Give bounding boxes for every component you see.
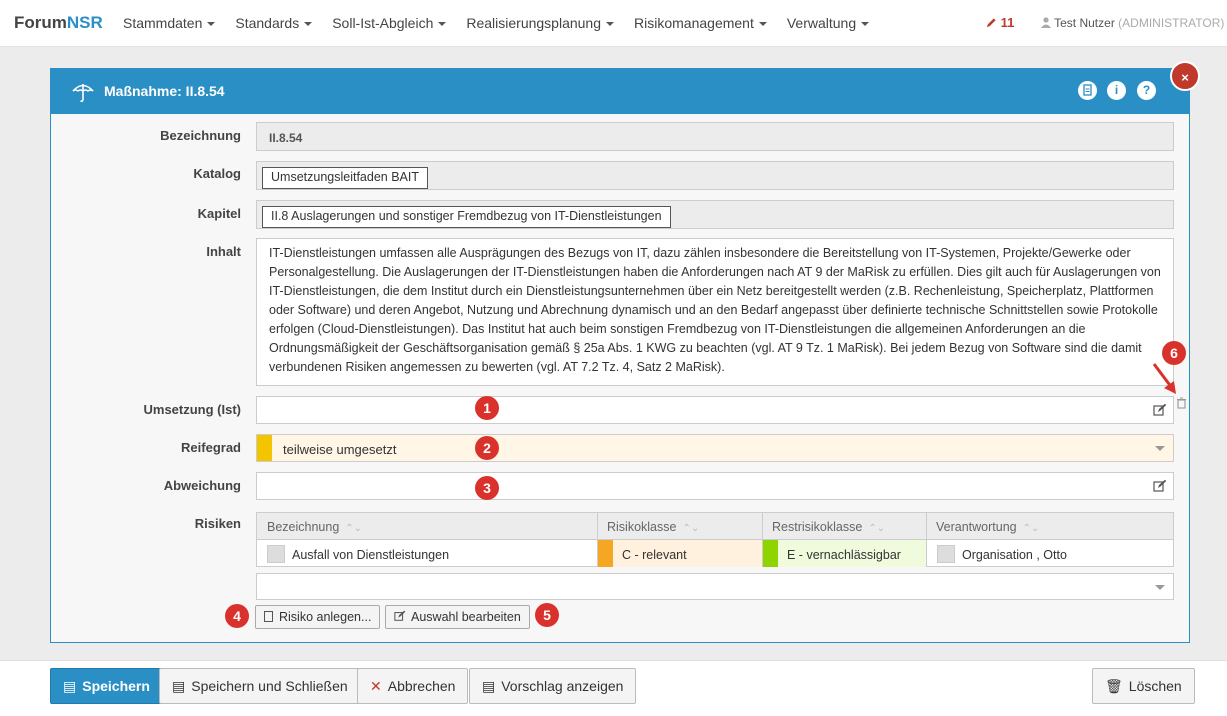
column-header-label: Bezeichnung <box>267 520 340 534</box>
footer-bar <box>0 660 1227 716</box>
column-header-label: Restrisikoklasse <box>772 520 863 534</box>
abweichung-input[interactable] <box>256 472 1174 500</box>
sort-icon: ⌃⌄ <box>1022 523 1040 534</box>
close-button[interactable]: × <box>1170 61 1200 91</box>
risks-table <box>256 512 1174 567</box>
auswahl-bearbeiten-button[interactable] <box>385 605 530 629</box>
column-header-label: Risikoklasse <box>607 520 677 534</box>
risikoklasse-value: C - relevant <box>622 548 687 562</box>
close-icon: ✕ <box>370 678 382 694</box>
annotation-marker-5: 5 <box>535 603 559 627</box>
list-icon: ▤ <box>482 678 496 694</box>
annotation-marker-1: 1 <box>475 396 499 420</box>
cancel-button[interactable] <box>357 668 468 704</box>
massnahme-panel <box>50 68 1190 643</box>
delete-button[interactable] <box>1092 668 1195 704</box>
menu-stammdaten[interactable] <box>123 15 215 31</box>
chevron-down-icon <box>861 22 869 26</box>
katalog-field <box>256 161 1174 190</box>
avatar <box>937 545 955 563</box>
main-menu <box>123 15 889 31</box>
chevron-down-icon <box>304 22 312 26</box>
trash-icon[interactable] <box>1176 397 1187 409</box>
abweichung-label: Abweichung <box>163 478 241 493</box>
reifegrad-label: Reifegrad <box>181 440 241 455</box>
save-label: Speichern <box>82 678 150 694</box>
floppy-disk-icon: ▤ <box>63 678 77 694</box>
menu-verwaltung-label: Verwaltung <box>786 15 857 31</box>
menu-realisierungsplanung[interactable] <box>466 15 614 31</box>
panel-title: Maßnahme: II.8.54 <box>104 83 225 99</box>
bezeichnung-field <box>256 122 1174 151</box>
save-close-label: Speichern und Schließen <box>191 678 348 694</box>
umbrella-icon <box>71 80 95 104</box>
column-header[interactable] <box>772 520 885 534</box>
restrisikoklasse-value: E - vernachlässigbar <box>787 548 901 562</box>
verantwortung-value: Organisation , Otto <box>962 548 1067 562</box>
menu-standards[interactable] <box>235 15 312 31</box>
risk-select[interactable] <box>256 573 1174 600</box>
umsetzung-input[interactable] <box>256 396 1174 424</box>
risikoklasse-swatch <box>598 540 613 567</box>
chevron-down-icon <box>207 22 215 26</box>
auswahl-bearbeiten-label: Auswahl bearbeiten <box>411 610 521 624</box>
notification-count: 11 <box>1000 15 1015 30</box>
delete-label: Löschen <box>1128 678 1182 694</box>
top-navbar <box>0 0 1227 47</box>
menu-stammdaten-label: Stammdaten <box>123 15 203 31</box>
trash-icon: 🗑 <box>1105 678 1123 694</box>
save-close-icon: ▤ <box>172 678 186 694</box>
reifegrad-value: teilweise umgesetzt <box>283 442 397 457</box>
katalog-tag[interactable]: Umsetzungsleitfaden BAIT <box>262 167 428 189</box>
pdf-export-icon[interactable] <box>1078 81 1097 100</box>
menu-risikomanagement-label: Risikomanagement <box>634 15 754 31</box>
menu-risikomanagement[interactable] <box>634 15 767 31</box>
menu-soll-ist-label: Soll-Ist-Abgleich <box>332 15 434 31</box>
cancel-label: Abbrechen <box>387 678 456 694</box>
info-icon[interactable]: i <box>1107 81 1126 100</box>
katalog-label: Katalog <box>193 166 241 181</box>
menu-standards-label: Standards <box>235 15 300 31</box>
risk-bezeichnung: Ausfall von Dienstleistungen <box>292 548 450 562</box>
kapitel-tag[interactable]: II.8 Auslagerungen und sonstiger Fremdbezug von IT-Dienstleistungen <box>262 206 671 228</box>
save-button[interactable] <box>50 668 163 704</box>
panel-header <box>51 69 1189 114</box>
chevron-down-icon[interactable] <box>1155 585 1165 590</box>
chevron-down-icon <box>759 22 767 26</box>
brand-name-part2: NSR <box>66 13 103 32</box>
brand-logo[interactable] <box>14 13 103 33</box>
show-suggestion-button[interactable] <box>469 668 636 704</box>
user-name: Test Nutzer <box>1054 16 1115 30</box>
column-header-label: Verantwortung <box>936 520 1017 534</box>
bezeichnung-label: Bezeichnung <box>160 128 241 143</box>
umsetzung-label: Umsetzung (Ist) <box>143 402 241 417</box>
inhalt-text: IT-Dienstleistungen umfassen alle Ausprägungen des Bezugs von IT, dazu zählen insbesondere die Bereitstellung von IT-Systemen, Projekte/Gewerke oder Personalgestellung. Die Auslagerungen der IT-Dienstleistungen haben die Anforderungen nach AT 9 der MaRisk zu erfüllen. Dies gilt auch für Auslagerungen von IT-Dienstleistungen, die dem Institut durch ein Dienstleistungsunternehmen über ein Netz bereitgestellt werden (z.B. Rechenleistung, Speicherplatz, Plattformen oder Software) und deren Angebot, Nutzung und Abrechnung dynamisch und an den Bedarf angepasst über definierte technische Schnittstellen sowie Protokolle erfolgen (Cloud-Dienstleistungen). Das Institut hat auch beim sonstigen Fremdbezug von IT-Dienstleistungen die allgemeinen Anforderungen an die Ordnungsmäßigkeit der Geschäftsorganisation gemäß § 25a Abs. 1 KWG zu beachten (vgl. AT 9 Tz. 1 MaRisk). Bei jedem Bezug von Software sind die damit verbundenen Risiken angemessen zu bewerten (vgl. AT 7.2 Tz. 4, Satz 2 MaRisk). <box>269 246 1161 374</box>
inhalt-label: Inhalt <box>206 244 241 259</box>
chevron-down-icon <box>438 22 446 26</box>
menu-soll-ist-abgleich[interactable] <box>332 15 446 31</box>
arrow-icon <box>1150 362 1180 396</box>
table-header <box>257 513 1173 540</box>
reifegrad-color-swatch <box>257 435 272 461</box>
user-icon <box>1041 17 1051 28</box>
menu-verwaltung[interactable] <box>787 15 869 31</box>
kapitel-label: Kapitel <box>197 206 241 221</box>
menu-realisierungsplanung-label: Realisierungsplanung <box>466 15 602 31</box>
risiko-anlegen-label: Risiko anlegen... <box>279 610 372 624</box>
risiko-anlegen-button[interactable] <box>255 605 380 629</box>
column-header[interactable] <box>267 520 362 534</box>
edit-icon[interactable] <box>1153 403 1167 417</box>
help-icon[interactable]: ? <box>1137 81 1156 100</box>
annotation-marker-3: 3 <box>475 476 499 500</box>
kapitel-field <box>256 200 1174 229</box>
sort-icon: ⌃⌄ <box>345 523 363 534</box>
save-and-close-button[interactable] <box>159 668 361 704</box>
risk-type-icon <box>267 545 285 563</box>
chevron-down-icon[interactable] <box>1155 446 1165 451</box>
edit-icon <box>394 610 406 622</box>
column-divider <box>926 513 927 566</box>
user-role: (ADMINISTRATOR) <box>1118 16 1225 30</box>
column-header[interactable] <box>607 520 699 534</box>
sort-icon: ⌃⌄ <box>682 523 700 534</box>
reifegrad-select[interactable] <box>256 434 1174 462</box>
notifications[interactable] <box>986 15 1014 30</box>
inhalt-field <box>256 238 1174 386</box>
edit-icon[interactable] <box>1153 479 1167 493</box>
chevron-down-icon <box>606 22 614 26</box>
suggest-label: Vorschlag anzeigen <box>501 678 624 694</box>
bezeichnung-value: II.8.54 <box>269 131 303 145</box>
annotation-marker-4: 4 <box>225 604 249 628</box>
brand-name-part1: Forum <box>14 13 67 32</box>
column-header[interactable] <box>936 520 1039 534</box>
user-menu[interactable] <box>1041 16 1227 30</box>
pencil-icon <box>986 17 997 28</box>
sort-icon: ⌃⌄ <box>868 523 886 534</box>
file-icon <box>264 611 273 622</box>
restrisikoklasse-swatch <box>763 540 778 567</box>
annotation-marker-2: 2 <box>475 436 499 460</box>
annotation-marker-6: 6 <box>1162 341 1186 365</box>
risiken-label: Risiken <box>194 516 241 531</box>
